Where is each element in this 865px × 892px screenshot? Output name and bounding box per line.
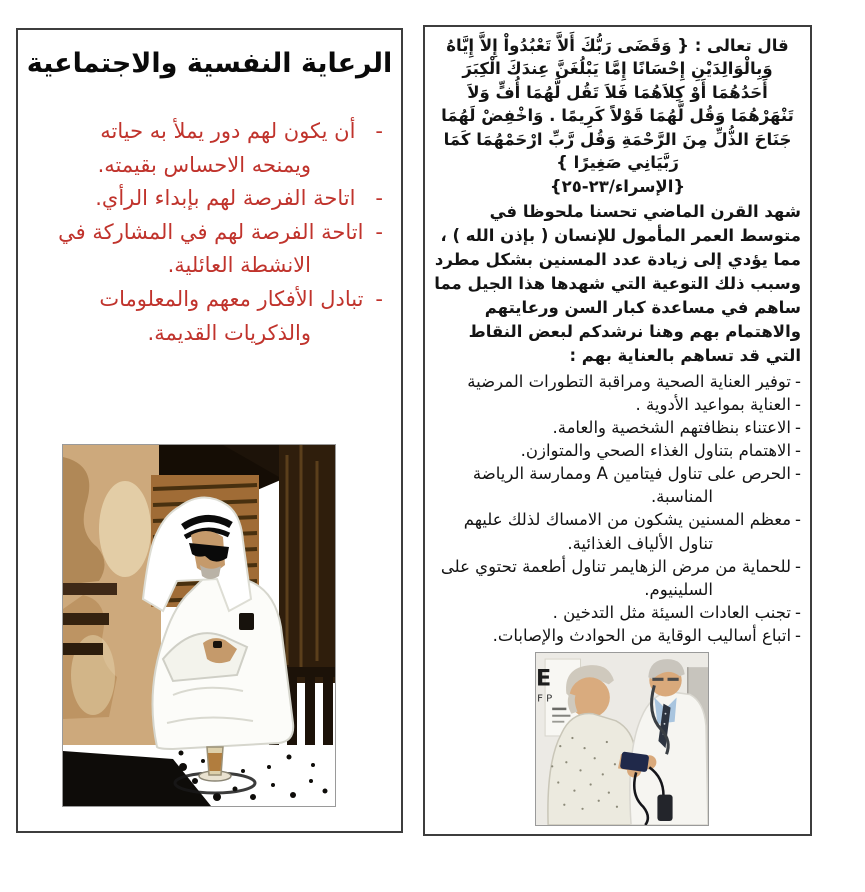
dash-bullet: - [795,464,801,484]
list-item-text: الاعتناء بنظافتهم الشخصية والعامة. [552,418,792,438]
dash-bullet: - [375,186,383,211]
list-item [434,439,801,462]
right-card-content [425,27,810,826]
list-item [434,370,801,393]
list-item-text: للحماية من مرض الزهايمر تناول أطعمة تحتوي على السلينيوم. [440,556,792,599]
list-item-text: أن يكون لهم دور يملأ به حياته ويمنحه الاحساس بقيمته. [97,119,356,177]
dash-bullet: - [795,371,801,391]
quran-verse [434,34,801,175]
list-item [434,601,801,624]
list-item-text: اتاحة الفرصة لهم بإبداء الرأي. [95,186,356,211]
elderly-man-illustration [63,445,335,806]
dash-bullet: - [795,625,801,645]
list-item-text: الحرص على تناول فيتامين A وممارسة الرياضة المناسبة. [472,464,792,507]
left-card [16,28,403,833]
list-item-text: توفير العناية الصحية ومراقبة التطورات المرضية [467,371,792,391]
left-card-title: الرعاية النفسية والاجتماعية [26,48,393,79]
list-item [44,115,383,182]
verse-source: {الإسراء/٢٣-٢٥} [549,176,686,196]
eye-chart-letters-small: F P [536,693,552,705]
intro-paragraph: شهد القرن الماضي تحسنا ملحوظا في متوسط العمر المأمول للإنسان ( بإذن الله ) ، مما يؤدي إلى زيادة عدد المسنين بشكل مطرد وسبب ذلك التوعية التي شهدها هذا الجيل مما ساهم في مساعدة كبار السن ورعايتهم والاهتمام بهم وهنا نرشدكم لبعض النقاط التي قد تساهم بالعناية بهم : [434,202,801,365]
eye-chart-letter-big: E [535,665,551,692]
dash-bullet: - [375,287,383,312]
list-item-text: العناية بمواعيد الأدوية . [635,395,792,414]
list-item-text: اتاحة الفرصة لهم في المشاركة في الانشطة العائلية. [58,219,364,278]
elderly-man-photo [62,444,336,807]
list-item [434,393,801,416]
doctor-patient-photo [535,652,709,826]
dash-bullet: - [795,441,801,461]
dash-bullet: - [795,510,801,530]
dash-bullet: - [795,602,801,622]
left-bullet-list [18,115,401,350]
list-item-text: الاهتمام بتناول الغذاء الصحي والمتوازن. [520,441,792,461]
list-item [434,624,801,647]
list-item [434,555,801,601]
list-item [44,283,383,350]
list-item [434,416,801,439]
doctor-patient-illustration [536,653,708,825]
list-item [434,508,801,554]
right-card [423,25,812,836]
list-item [434,462,801,508]
dash-bullet: - [795,556,801,576]
care-points-list [434,370,801,647]
list-item-text: معظم المسنين يشكون من الامساك لذلك عليهم تناول الألياف الغذائية. [463,510,792,553]
list-item-text: تبادل الأفكار معهم والمعلومات والذكريات القديمة. [99,287,364,345]
dash-bullet: - [795,418,801,438]
list-item [44,182,383,216]
dash-bullet: - [375,119,383,144]
verse-body: { وَقَضَى رَبُّكَ أَلاَّ تَعْبُدُواْ إِلاَّ إِيَّاهُ وَبِالْوَالِدَيْنِ إِحْسَانًا إِمَّا يَبْلُغَنَّ عِندَكَ الْكِبَرَ أَحَدُهُمَا أَوْ كِلاَهُمَا فَلاَ تَقُل لَّهُمَا أُفٍّ وَلاَ تَنْهَرْهُمَا وَقُل لَّهُمَا قَوْلاً كَرِيمًا . وَاخْفِضْ لَهُمَا جَنَاحَ الذُّلِّ مِنَ الرَّحْمَةِ وَقُل رَّبِّ ارْحَمْهُمَا كَمَا رَبَّيَانِي صَغِيرًا } [441,36,794,173]
list-item-text: اتباع أساليب الوقاية من الحوادث والإصابات. [492,625,792,645]
list-item [44,216,383,283]
dash-bullet: - [795,395,801,414]
list-item-text: تجنب العادات السيئة مثل التدخين . [552,602,792,622]
dash-bullet: - [375,219,383,244]
verse-intro: قال تعالى : [688,36,789,55]
